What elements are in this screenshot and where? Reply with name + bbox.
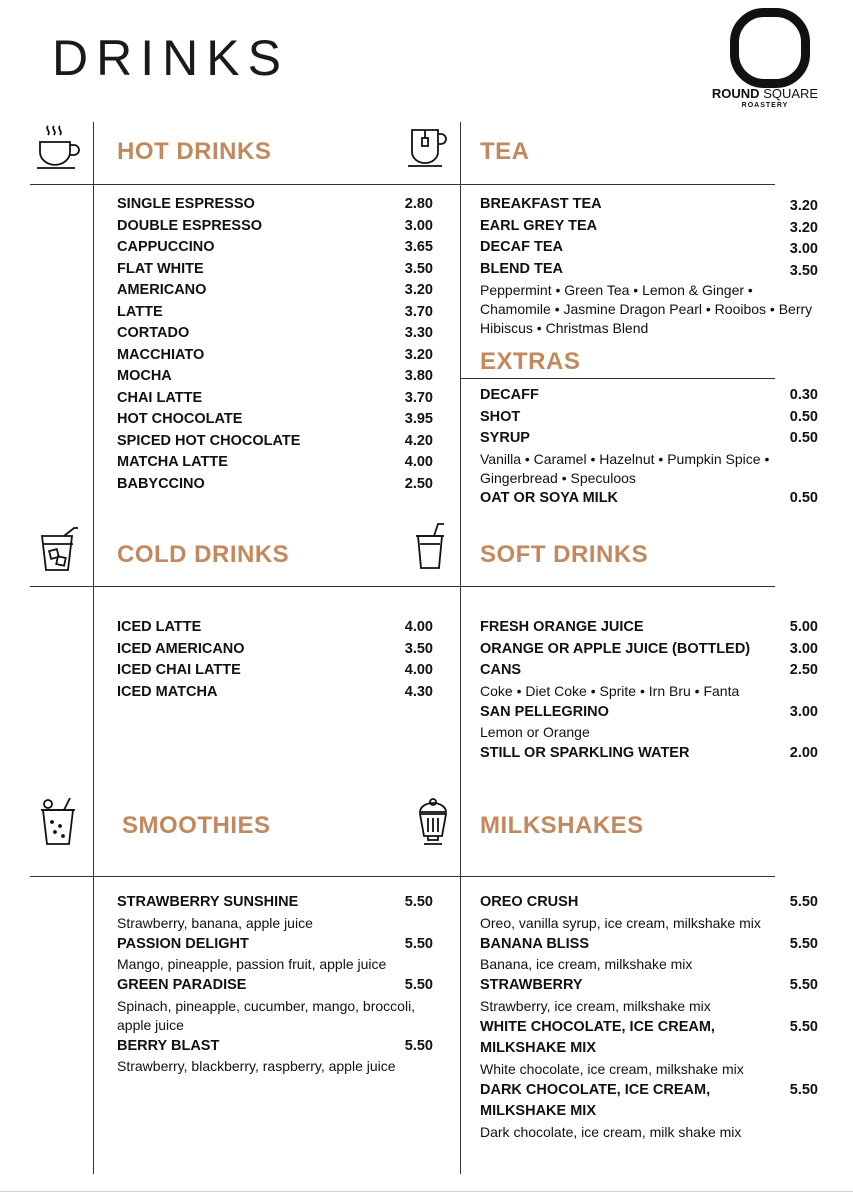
item-description: Banana, ice cream, milkshake mix	[480, 956, 693, 972]
list-item	[480, 385, 818, 407]
list-item	[117, 431, 433, 453]
item-name: SYRUP	[480, 430, 530, 446]
item-price: 2.50	[404, 475, 433, 492]
list-item	[117, 345, 433, 367]
item-price: 3.70	[404, 303, 433, 320]
item-price: 5.50	[789, 977, 818, 993]
list-item	[480, 259, 818, 281]
item-price: 5.50	[789, 1081, 818, 1098]
list-item	[480, 237, 818, 259]
item-name: SHOT	[480, 408, 521, 425]
item-name: PASSION DELIGHT	[117, 935, 249, 952]
page-title: DRINKS	[52, 30, 289, 86]
list-item	[117, 617, 433, 639]
item-price: 3.65	[404, 239, 433, 255]
list-item	[117, 194, 433, 216]
page-bottom-edge	[0, 1191, 853, 1192]
item-name: BANANA BLISS	[480, 935, 590, 952]
item-price: 5.50	[789, 1018, 818, 1035]
item-price: 5.50	[404, 935, 433, 952]
list-item	[117, 975, 433, 1035]
item-name: OREO CRUSH	[480, 894, 579, 910]
logo-subtitle: ROASTERY	[741, 102, 789, 109]
logo-name-rest: SQUARE	[759, 86, 819, 101]
item-price: 3.95	[404, 411, 433, 427]
item-description: Oreo, vanilla syrup, ice cream, milkshake mix	[480, 914, 761, 931]
tea-cup-icon	[402, 122, 452, 172]
list-item	[117, 639, 433, 661]
item-price: 0.50	[789, 489, 818, 506]
item-price: 3.20	[789, 198, 818, 214]
item-name: LATTE	[117, 303, 163, 320]
list-item	[480, 1080, 818, 1142]
item-name: GREEN PARADISE	[117, 977, 247, 993]
iced-glass-icon	[34, 524, 84, 574]
item-description: Spinach, pineapple, cucumber, mango, broccoli, apple juice	[117, 997, 416, 1033]
milkshakes-list	[480, 892, 818, 1143]
item-price: 3.80	[404, 368, 433, 384]
item-name: STRAWBERRY	[480, 977, 583, 993]
soft-drinks-list	[480, 617, 818, 765]
item-name: HOT CHOCOLATE	[117, 411, 243, 427]
list-item	[480, 702, 818, 743]
item-name: ICED AMERICANO	[117, 640, 245, 657]
section-title-soft-drinks: SOFT DRINKS	[480, 541, 649, 568]
item-price: 3.30	[404, 325, 433, 341]
list-item	[480, 975, 818, 1016]
item-description: Lemon or Orange	[480, 724, 590, 740]
syrup-description: Vanilla • Caramel • Hazelnut • Pumpkin Spice • Gingerbread • Speculoos	[480, 450, 770, 486]
item-description: Strawberry, blackberry, raspberry, apple juice	[117, 1058, 396, 1074]
item-name: MACCHIATO	[117, 346, 205, 363]
item-price: 0.50	[789, 430, 818, 446]
item-name: SPICED HOT CHOCOLATE	[117, 432, 301, 449]
list-item	[117, 452, 433, 474]
list-item	[117, 280, 433, 302]
list-item	[117, 1036, 433, 1077]
item-price: 3.70	[404, 389, 433, 406]
item-name: DOUBLE ESPRESSO	[117, 217, 263, 234]
item-price: 5.00	[789, 619, 818, 635]
item-price: 3.20	[789, 219, 818, 236]
center-divider	[460, 122, 461, 1174]
list-item	[117, 388, 433, 410]
item-price: 4.20	[404, 432, 433, 449]
list-item	[480, 407, 818, 429]
item-price: 3.50	[404, 260, 433, 277]
item-price: 5.50	[404, 894, 433, 910]
list-item	[117, 409, 433, 431]
section-title-extras: EXTRAS	[480, 348, 581, 375]
list-item	[480, 743, 818, 765]
list-item	[480, 892, 818, 933]
list-item	[480, 216, 818, 238]
cold-drinks-list	[117, 617, 433, 703]
item-name: ICED MATCHA	[117, 683, 218, 700]
milkshake-icon	[408, 796, 458, 846]
list-item	[480, 934, 818, 975]
item-price: 3.00	[789, 640, 818, 657]
item-description: Coke • Diet Coke • Sprite • Irn Bru • Fanta	[480, 682, 740, 699]
list-item	[480, 639, 818, 661]
item-name: MOCHA	[117, 368, 172, 384]
item-price: 4.30	[404, 683, 433, 700]
item-name: CAPPUCCINO	[117, 239, 215, 255]
item-price: 5.50	[789, 894, 818, 910]
section-title-milkshakes: MILKSHAKES	[480, 812, 644, 839]
item-name: WHITE CHOCOLATE, ICE CREAM, MILKSHAKE MIX	[480, 1018, 715, 1056]
item-name: ICED CHAI LATTE	[117, 662, 241, 678]
list-item	[117, 682, 433, 704]
list-item	[117, 259, 433, 281]
item-name: DECAF TEA	[480, 239, 563, 255]
item-price: 4.00	[404, 619, 433, 635]
item-name: CHAI LATTE	[117, 389, 203, 406]
list-item	[117, 323, 433, 345]
tea-list	[480, 194, 818, 338]
list-item	[117, 660, 433, 682]
rule-smoothies-milkshakes	[30, 876, 775, 877]
item-price: 3.00	[789, 241, 818, 257]
section-title-smoothies: SMOOTHIES	[122, 812, 271, 839]
list-item	[480, 617, 818, 639]
coffee-cup-icon	[34, 122, 84, 172]
item-price: 2.00	[789, 745, 818, 761]
item-description: Dark chocolate, ice cream, milk shake mix	[480, 1123, 742, 1140]
list-item	[480, 194, 818, 216]
item-name: ICED LATTE	[117, 619, 202, 635]
item-name: ORANGE OR APPLE JUICE (BOTTLED)	[480, 640, 751, 657]
item-name: BERRY BLAST	[117, 1037, 220, 1054]
list-item	[117, 302, 433, 324]
item-name: SINGLE ESPRESSO	[117, 196, 255, 212]
list-item	[117, 216, 433, 238]
item-name: STRAWBERRY SUNSHINE	[117, 894, 299, 910]
list-item	[117, 237, 433, 259]
item-name: OAT OR SOYA MILK	[480, 489, 619, 506]
item-price: 0.50	[789, 408, 818, 425]
item-price: 3.50	[789, 262, 818, 279]
item-price: 5.50	[789, 935, 818, 952]
list-item	[480, 428, 818, 450]
item-name: CANS	[480, 662, 522, 678]
list-item	[480, 488, 818, 510]
item-name: EARL GREY TEA	[480, 217, 598, 234]
list-item	[117, 366, 433, 388]
item-name: FRESH ORANGE JUICE	[480, 619, 644, 635]
list-item	[117, 474, 433, 496]
section-title-hot-drinks: HOT DRINKS	[117, 138, 272, 165]
list-item	[117, 934, 433, 975]
item-name: DECAFF	[480, 387, 539, 403]
smoothie-icon	[34, 796, 84, 846]
section-title-tea: TEA	[480, 138, 530, 165]
item-price: 2.50	[789, 662, 818, 678]
item-price: 4.00	[404, 454, 433, 470]
item-description: Strawberry, banana, apple juice	[117, 914, 313, 931]
item-name: MATCHA LATTE	[117, 454, 228, 470]
straw-cup-icon	[408, 520, 458, 570]
list-item	[480, 660, 818, 701]
rule-extras	[460, 378, 775, 379]
item-description: White chocolate, ice cream, milkshake mix	[480, 1060, 744, 1077]
logo-name-bold: ROUND	[711, 86, 760, 101]
section-title-cold-drinks: COLD DRINKS	[117, 541, 290, 568]
item-name: BREAKFAST TEA	[480, 196, 602, 212]
item-name: SAN PELLEGRINO	[480, 703, 609, 720]
item-price: 0.30	[789, 387, 818, 403]
brand-logo	[706, 8, 824, 114]
blend-tea-description: Peppermint • Green Tea • Lemon & Ginger • Chamomile • Jasmine Dragon Pearl • Rooibos • Berry Hibiscus • Christmas Blend	[480, 282, 813, 336]
item-name: BLEND TEA	[480, 260, 563, 277]
item-price: 3.20	[404, 346, 433, 363]
item-price: 3.20	[404, 282, 433, 298]
item-description: Strawberry, ice cream, milkshake mix	[480, 997, 711, 1014]
item-price: 5.50	[404, 977, 433, 993]
item-name: AMERICANO	[117, 282, 207, 298]
item-description: Mango, pineapple, passion fruit, apple juice	[117, 956, 387, 972]
hot-drinks-list	[117, 194, 433, 495]
logo-mark	[730, 8, 810, 88]
extras-list	[480, 385, 818, 509]
rule-cold-soft	[30, 586, 775, 587]
item-price: 3.00	[404, 217, 433, 234]
item-name: CORTADO	[117, 325, 190, 341]
item-price: 4.00	[404, 662, 433, 678]
item-name: STILL OR SPARKLING WATER	[480, 745, 690, 761]
item-name: FLAT WHITE	[117, 260, 204, 277]
rule-hot-tea	[30, 184, 775, 185]
item-price: 3.00	[789, 703, 818, 720]
list-item	[480, 1017, 818, 1079]
item-name: DARK CHOCOLATE, ICE CREAM, MILKSHAKE MIX	[480, 1081, 711, 1119]
left-divider	[93, 122, 94, 1174]
smoothies-list	[117, 892, 433, 1077]
item-price: 3.50	[404, 640, 433, 657]
item-price: 2.80	[404, 196, 433, 212]
item-name: BABYCCINO	[117, 475, 205, 492]
list-item	[117, 892, 433, 933]
item-price: 5.50	[404, 1037, 433, 1054]
logo-name	[706, 86, 824, 101]
